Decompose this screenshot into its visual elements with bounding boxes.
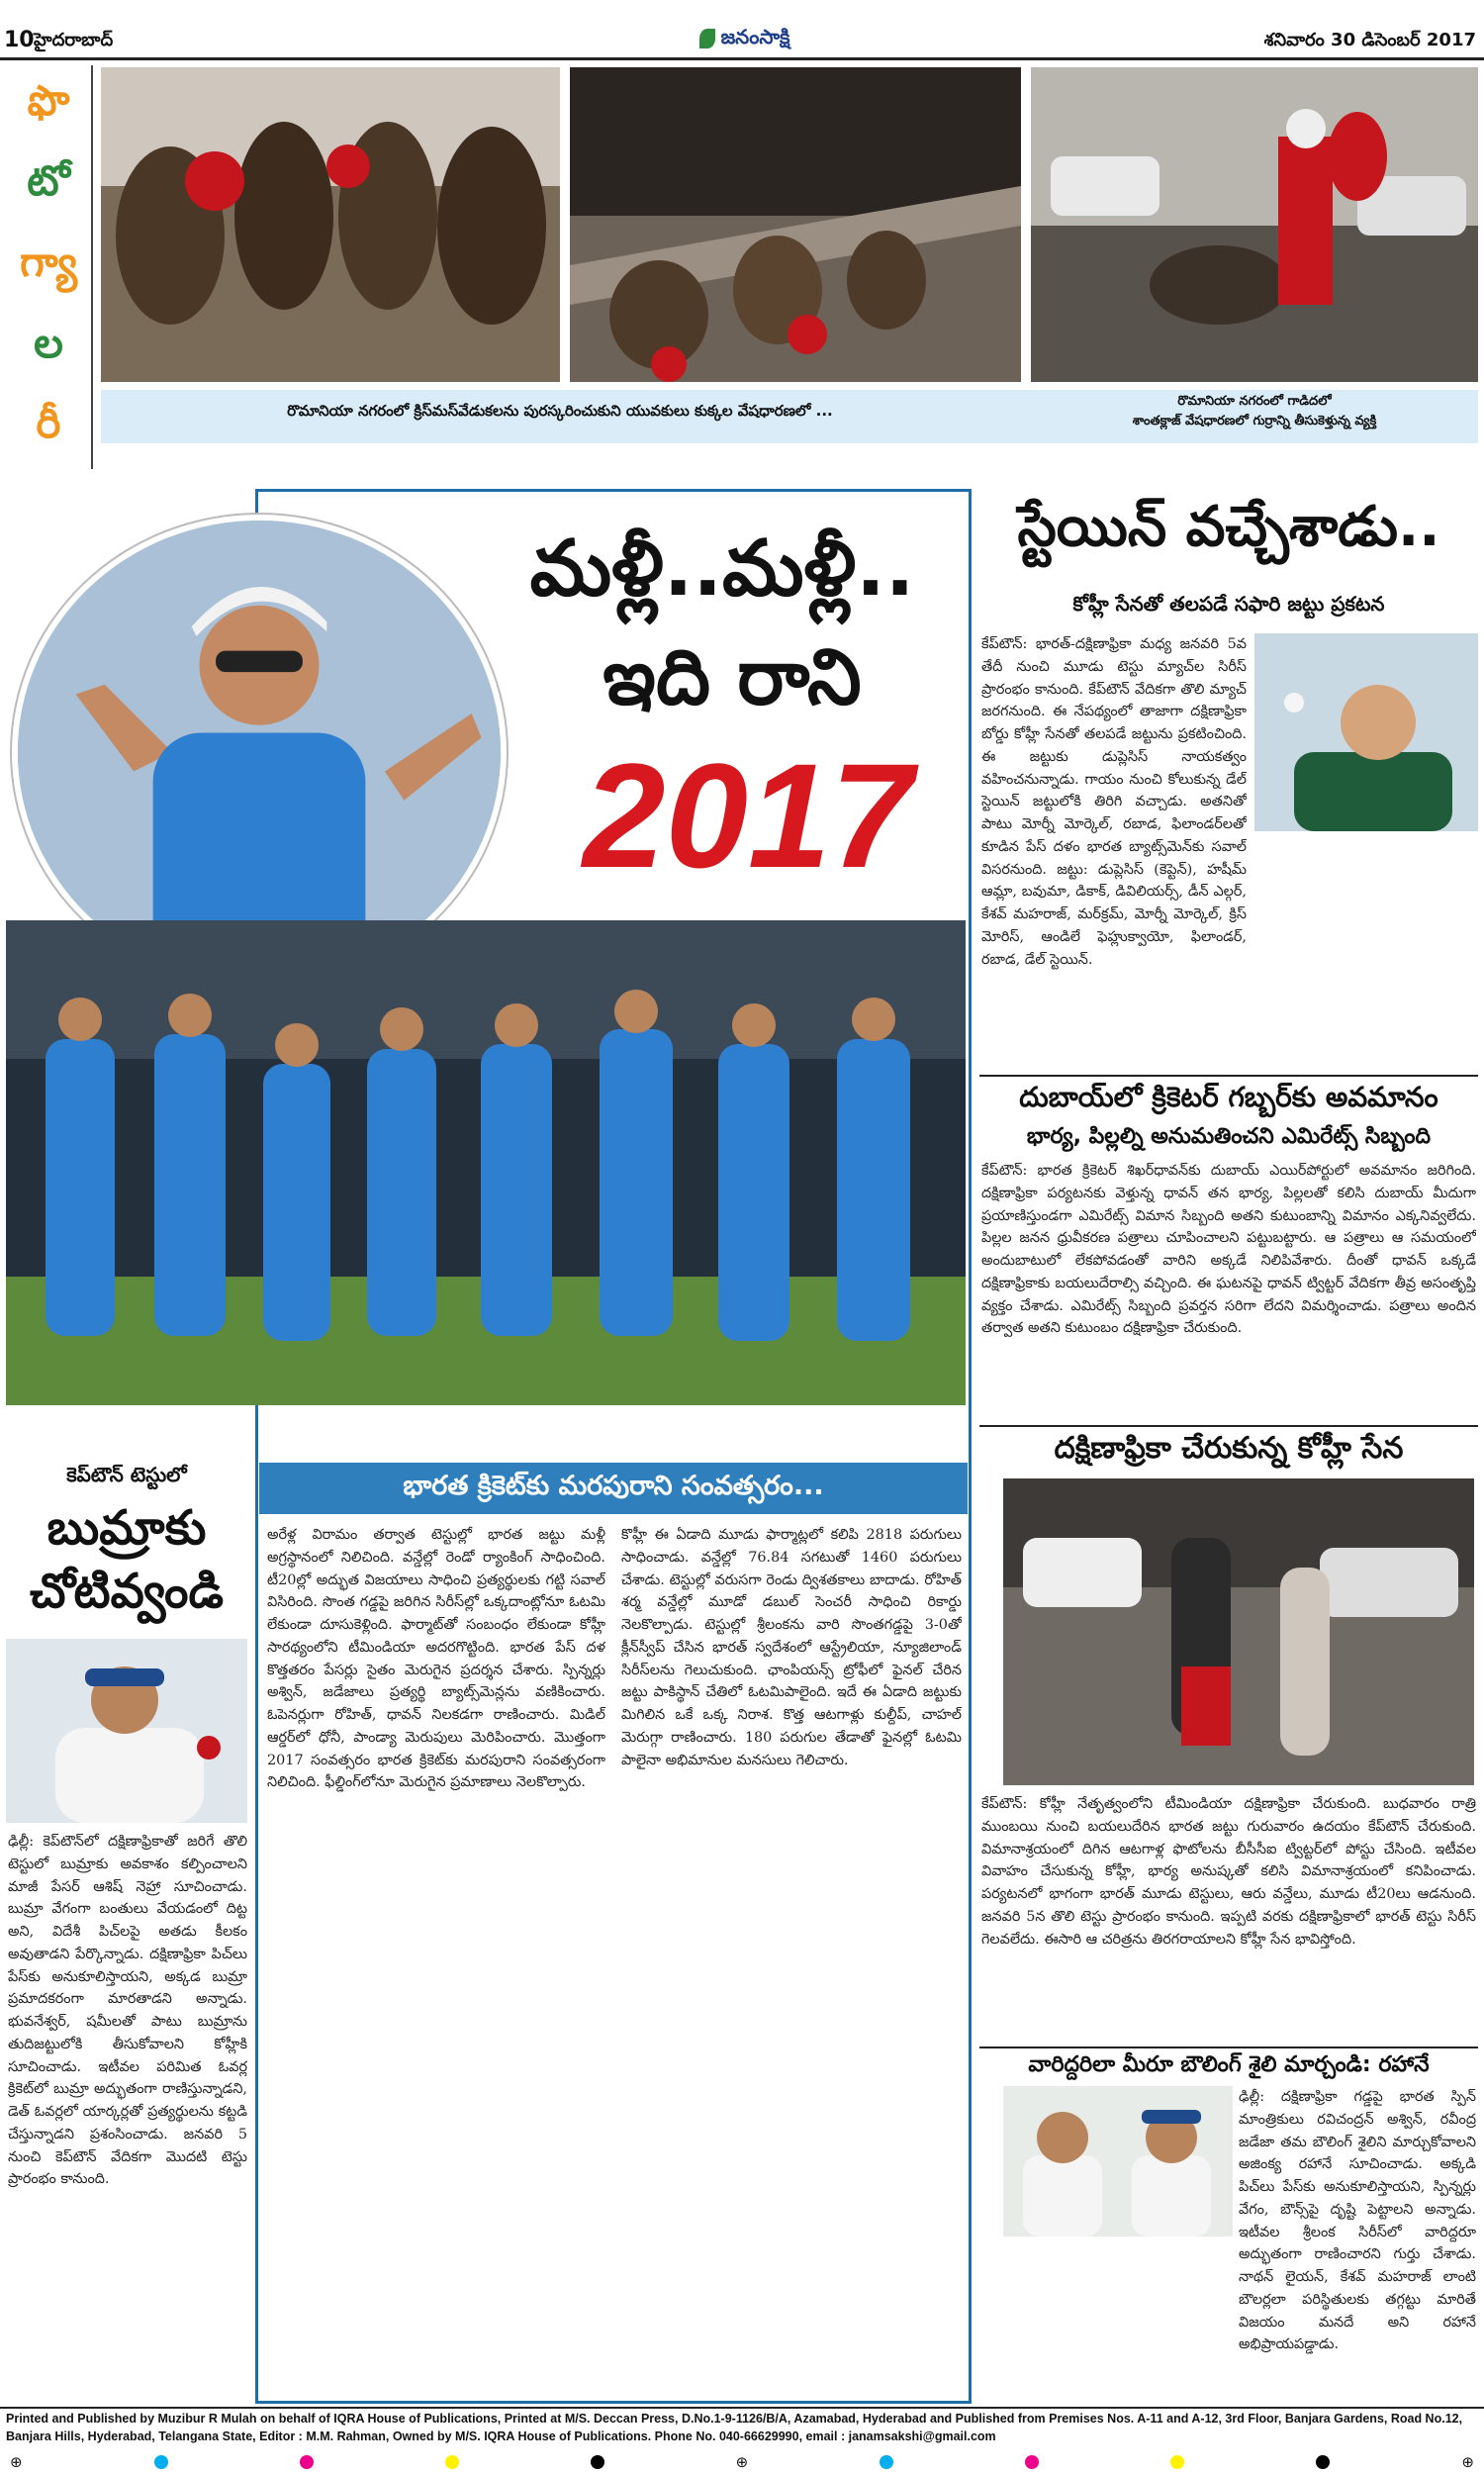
steyn-title: స్టేయిన్ వచ్చేశాడు.. [1017, 495, 1440, 559]
dhawan-title: దుబాయ్‌లో క్రికెటర్ గబ్బర్‌కు అవమానం [1019, 1081, 1438, 1113]
bumrah-kicker: కెప్‌టౌన్ టెస్టులో [66, 1463, 187, 1486]
gallery-caption-right-1: రొమానియా నగరంలో గాడిదలో [1177, 394, 1332, 409]
nehra-photo [6, 1639, 247, 1823]
steyn-subtitle: కోహ్లీ సేనతో తలపడే సఫారి జట్టు ప్రకటన [1072, 592, 1385, 616]
gallery-title-char: ఫొ [27, 75, 70, 125]
color-swatch-icon [300, 2455, 314, 2469]
registration-mark-icon: ⊕ [735, 2453, 749, 2471]
photo-gallery [6, 65, 1478, 473]
gallery-caption-right-2: శాంతక్లాజ్ వేషధారణలో గుర్రాన్ని తీసుకెళ్తున్న వ్యక్తి [1132, 414, 1377, 428]
color-swatch-icon [1025, 2455, 1039, 2469]
gallery-title-char: టో [27, 156, 70, 206]
registration-mark-icon: ⊕ [1461, 2453, 1474, 2471]
rahane-title: వారిద్దరిలా మీరూ బౌలింగ్ శైలి మార్చండి: రహానే [1028, 2052, 1430, 2077]
section-banner [259, 1463, 968, 1514]
ashwin-jadeja-photo [1003, 2086, 1233, 2237]
bumrah-title-line1: బుమ్రాకు [46, 1500, 207, 1556]
header-date: శనివారం 30 డిసెంబర్ 2017 [1263, 30, 1476, 50]
paper-name: జనంసాక్షి [720, 24, 790, 48]
bumrah-body: ఢిల్లీ: కెప్‌టౌన్‌లో దక్షిణాఫ్రికాతో జరిగే తొలి టెస్టులో బుమ్రాకు అవకాశం కల్పించాలని మాజీ పేసర్ ఆశిష్ నెహ్రా సూచించాడు. బుమ్రా వేగంగా బంతులు వేయడంలో దిట్ట అని, విదేశీ పిచ్‌లపై అతడు కీలకం అవుతాడని పేర్కొన్నాడు. దక్షిణాఫ్రికా పిచ్‌లు పేస్‌కు అనుకూలిస్తాయని, అక్కడ బుమ్రా ప్రమాదకరంగా మారతాడని అన్నాడు. భువనేశ్వర్, షమీలతో పాటు బుమ్రాను తుదిజట్టులోకి తీసుకోవాలని కోహ్లీకి సూచించాడు. ఇటీవల పరిమిత ఓవర్ల క్రికెట్‌లో బుమ్రా అద్భుతంగా రాణిస్తున్నాడని, డెత్ ఓవర్లలో యార్కర్లతో ప్రత్యర్థులను కట్టడి చేస్తున్నాడని ప్రశంసించాడు. జనవరి 5 నుంచి కెప్‌టౌన్ వేదికగా మొదటి టెస్టు ప్రారంభం కానుంది. [8, 1834, 247, 2188]
feature-body-col2: కొహ్లీ ఈ ఏడాది మూడు ఫార్మాట్లలో కలిపి 2818 పరుగులు సాధించాడు. వన్డేల్లో 76.84 సగటుతో 1460 పరుగులు చేశాడు. టెస్టుల్లో వరుసగా రెండు ద్విశతకాలు బాదాడు. రోహిత్ శర్మ వన్డేల్లో మూడో డబుల్ సెంచరీ సాధించి రికార్డు నెలకొల్పాడు. టెస్టుల్లో శ్రీలంకను వారి సొంతగడ్డపై 3-0తో క్లీన్‌స్వీప్ చేసిన భారత్ స్వదేశంలో ఆస్ట్రేలియా, న్యూజిలాండ్ సిరీస్‌లను గెలుచుకుంది. ఛాంపియన్స్ ట్రోఫీలో ఫైనల్ చేరిన జట్టు పాకిస్థాన్ చేతిలో ఓటమిపాలైంది. ఇదే ఈ ఏడాది జట్టుకు మిగిలిన ఒకే ఒక్క నిరాశ. కొత్త ఆటగాళ్లు కుల్దీప్, చాహల్ మెరుగ్గా రాణించారు. 180 పరుగుల తేడాతో ఫైనల్లో ఓటమి పాలైనా అభిమానుల మనసులు గెలిచారు. [621, 1527, 962, 1768]
steyn-photo [1254, 633, 1478, 831]
gallery-caption-left: రొమానియా నగరంలో క్రిస్‌మస్‌వేడుకలను పురస్కరించుకుని యువకులు కుక్కల వేషధారణలో ... [287, 402, 833, 420]
gallery-vertical-title [6, 65, 93, 469]
feature-title-line1: మళ్లీ..మళ్లీ.. [529, 524, 915, 614]
feature-year: 2017 [583, 732, 913, 899]
kohli-anushka-airport-photo [1003, 1478, 1474, 1785]
team-anthem-photo [6, 920, 966, 1405]
divider [979, 2047, 1478, 2048]
feature-body-col1: అరేళ్ల విరామం తర్వాత టెస్టుల్లో భారత జట్టు మళ్లీ అగ్రస్థానంలో నిలిచింది. వన్డేల్లో రెండో ర్యాంకింగ్ సాధించింది. టీ20ల్లో అద్భుత విజయాలు సాధించి ప్రత్యర్థులకు గట్టి సవాల్ విసిరింది. సొంత గడ్డపై జరిగిన సిరీస్‌ల్లో ఒక్కదాంట్లోనూ ఓటమి లేకుండా దూసుకెళ్లింది. ఫార్మాట్‌తో సంబంధం లేకుండా కోహ్లీ సారథ్యంలోని టీమిండియా అదరగొట్టింది. భారత పేస్ దళ కొత్తతరం పేసర్లు సైతం మెరుగైన ప్రదర్శన చేశారు. స్పిన్నర్లు అశ్విన్, జడేజాలు ప్రత్యర్థి బ్యాట్స్‌మెన్లను వణికించారు. ఓపెనర్లుగా రోహిత్, ధావన్ నిలకడగా రాణించారు. మిడిల్ ఆర్డర్‌లో ధోనీ, పాండ్యా మెరుపులు మెరిపించారు. మొత్తంగా 2017 సంవత్సరం భారత క్రికెట్‌కు మరపురాని సంవత్సరంగా నిలిచింది. ఫీల్డింగ్‌లోనూ మెరుగైన ప్రమాణాలు నెలకొల్పారు. [267, 1527, 605, 1791]
logo-leaf-icon [699, 29, 715, 48]
gallery-title-char: రీ [36, 399, 61, 448]
kohli-sena-title: దక్షిణాఫ్రికా చేరుకున్న కోహ్లీ సేన [1054, 1431, 1404, 1466]
color-registration-bar [0, 2452, 1484, 2472]
gallery-photo-bears-2 [570, 67, 1021, 382]
bumrah-title-line2: చోటివ్వండి [29, 1564, 225, 1619]
footer-rule [0, 2407, 1484, 2409]
gallery-title-char: ల [34, 318, 63, 367]
page-number: 10 [4, 28, 35, 52]
kohli-sena-body: కేప్‌టౌన్: కోహ్లీ నేతృత్వంలోని టీమిండియా దక్షిణాఫ్రికా చేరుకుంది. బుధవారం రాత్రి ముంబయి నుంచి బయలుదేరిన భారత జట్టు గురువారం ఉదయం కేప్‌టౌన్ చేరుకుంది. విమానాశ్రయంలో దిగిన ఆటగాళ్ల ఫొటోలను బీసీసీఐ ట్విట్టర్‌లో పోస్టు చేసింది. ఇటీవల వివాహం చేసుకున్న కోహ్లీ, భార్య అనుష్కతో కలిసి విమానాశ్రయంలో కనిపించాడు. పర్యటనలో భాగంగా భారత్ మూడు టెస్టులు, ఆరు వన్డేలు, మూడు టీ20లు ఆడనుంది. జనవరి 5న తొలి టెస్టు ప్రారంభం కానుంది. ఇప్పటి వరకు దక్షిణాఫ్రికాలో భారత్ టెస్టు సిరీస్ గెలవలేదు. ఈసారి ఆ చరిత్రను తిరగరాయాలని కోహ్లీ సేన భావిస్తోంది. [981, 1796, 1476, 1948]
paper-logo [668, 22, 821, 55]
page-header [0, 0, 1484, 61]
header-rule [0, 57, 1484, 60]
color-swatch-icon [880, 2455, 893, 2469]
divider [979, 1075, 1478, 1077]
header-city: హైదరాబాద్ [34, 30, 114, 50]
feature-title-line2: ఇది రాని [603, 633, 862, 722]
kohli-circle-photo [12, 515, 507, 990]
divider [979, 1425, 1478, 1427]
color-swatch-icon [1316, 2455, 1330, 2469]
color-swatch-icon [154, 2455, 168, 2469]
steyn-body: కేప్‌టౌన్: భారత్-దక్షిణాఫ్రికా మధ్య జనవరి 5వ తేదీ నుంచి మూడు టెస్టు మ్యాచ్‌ల సిరీస్ ప్రారంభం కానుంది. కేప్‌టౌన్ వేదికగా తొలి మ్యాచ్ జరగనుంది. ఈ నేపథ్యంలో తాజాగా దక్షిణాఫ్రికా బోర్డు కోహ్లీ సేనతో తలపడే జట్టును ప్రకటించింది. ఈ జట్టుకు డుప్లెసిస్ నాయకత్వం వహించనున్నాడు. గాయం నుంచి కోలుకున్న డేల్ స్టెయిన్ జట్టులోకి తిరిగి వచ్చాడు. అతనితో పాటు మోర్నీ మోర్కెల్, రబాడ, ఫిలాండర్‌లతో కూడిన పేస్ దళం భారత బ్యాట్స్‌మెన్‌కు సవాల్ విసరనుంది. జట్టు: డుప్లెసిస్ (కెప్టెన్), హషీమ్ ఆమ్లా, బవుమా, డికాక్, డివిలియర్స్, డీన్ ఎల్గర్, కేశవ్ మహరాజ్, మర్‌క్రమ్, మోర్నీ మోర్కెల్, క్రిస్ మోరిస్, ఆండిలే ఫెహ్లుక్వాయో, ఫిలాండర్, రబాడ, డేల్ స్టెయిన్. [981, 636, 1247, 968]
rahane-body: ఢిల్లీ: దక్షిణాఫ్రికా గడ్డపై భారత స్పిన్ మాంత్రికులు రవిచంద్రన్ అశ్విన్, రవీంద్ర జడేజా తమ బౌలింగ్ శైలిని మార్చుకోవాలని అజింక్య రహానే సూచించాడు. అక్కడి పిచ్‌లు పేస్‌కు అనుకూలిస్తాయని, స్పిన్నర్లు వేగం, బౌన్స్‌పై దృష్టి పెట్టాలని అన్నాడు. ఇటీవల శ్రీలంక సిరీస్‌లో వారిద్దరూ అద్భుతంగా రాణించారని గుర్తు చేశాడు. నాథన్ లైయన్, కేశవ్ మహరాజ్ లాంటి బౌలర్లలా పరిస్థితులకు తగ్గట్టు మారితే విజయం మనదే అని రహానే అభిప్రాయపడ్డాడు. [1239, 2089, 1476, 2353]
gallery-photo-santa-donkey [1031, 67, 1478, 382]
color-swatch-icon [1170, 2455, 1184, 2469]
gallery-photo-bears-1 [101, 67, 560, 382]
dhawan-body: కేప్‌టౌన్: భారత క్రికెటర్ శిఖర్‌ధావన్‌కు దుబాయ్ ఎయిర్‌పోర్టులో అవమానం జరిగింది. దక్షిణాఫ్రికా పర్యటనకు వెళ్తున్న ధావన్ తన భార్య, పిల్లలతో కలిసి దుబాయ్ మీదుగా ప్రయాణిస్తుండగా ఎమిరేట్స్ విమాన సిబ్బంది అతని కుటుంబాన్ని విమానం ఎక్కనివ్వలేదు. పిల్లల జనన ధ్రువీకరణ పత్రాలు చూపించాలని పట్టుబట్టారు. ఆ పత్రాలు ఆ సమయంలో అందుబాటులో లేకపోవడంతో వారిని అక్కడే నిలిపివేశారు. దీంతో ధావన్ ఒక్కడే దక్షిణాఫ్రికాకు బయలుదేరాల్సి వచ్చింది. ఈ ఘటనపై ధావన్ ట్విట్టర్ వేదికగా తీవ్ర అసంతృప్తి వ్యక్తం చేశాడు. ఎమిరేట్స్ సిబ్బంది ప్రవర్తన సరిగా లేదని విమర్శించాడు. పత్రాలు అందిన తర్వాత అతని కుటుంబం దక్షిణాఫ్రికా చేరుకుంది. [981, 1163, 1476, 1337]
section-banner-text: భారత క్రికెట్‌కు మరపురాని సంవత్సరం... [403, 1471, 824, 1501]
gallery-title-char: గ్యా [20, 237, 77, 286]
color-swatch-icon [445, 2455, 459, 2469]
color-swatch-icon [591, 2455, 604, 2469]
dhawan-subtitle: భార్య, పిల్లల్ని అనుమతించని ఎమిరేట్స్ సిబ్బంది [1026, 1124, 1432, 1149]
registration-mark-icon: ⊕ [10, 2453, 23, 2471]
footer-imprint: Printed and Published by Muzibur R Mulah on behalf of IQRA House of Publications, Printed at M/S. Deccan Press, D.No.1-9-1126/B/A, Azamabad, Hyderabad and Published from Premises Nos. A-11 and A-12, 3rd Floor, Banjara Gardens, Road No.12, Banjara Hills, Hyderabad, Telangana State, Editor : M.M. Rahman, Owned by M/S. IQRA House of Publications. Phone No. 040-66629990, email : janamsakshi@gmail.com [6, 2412, 1463, 2443]
